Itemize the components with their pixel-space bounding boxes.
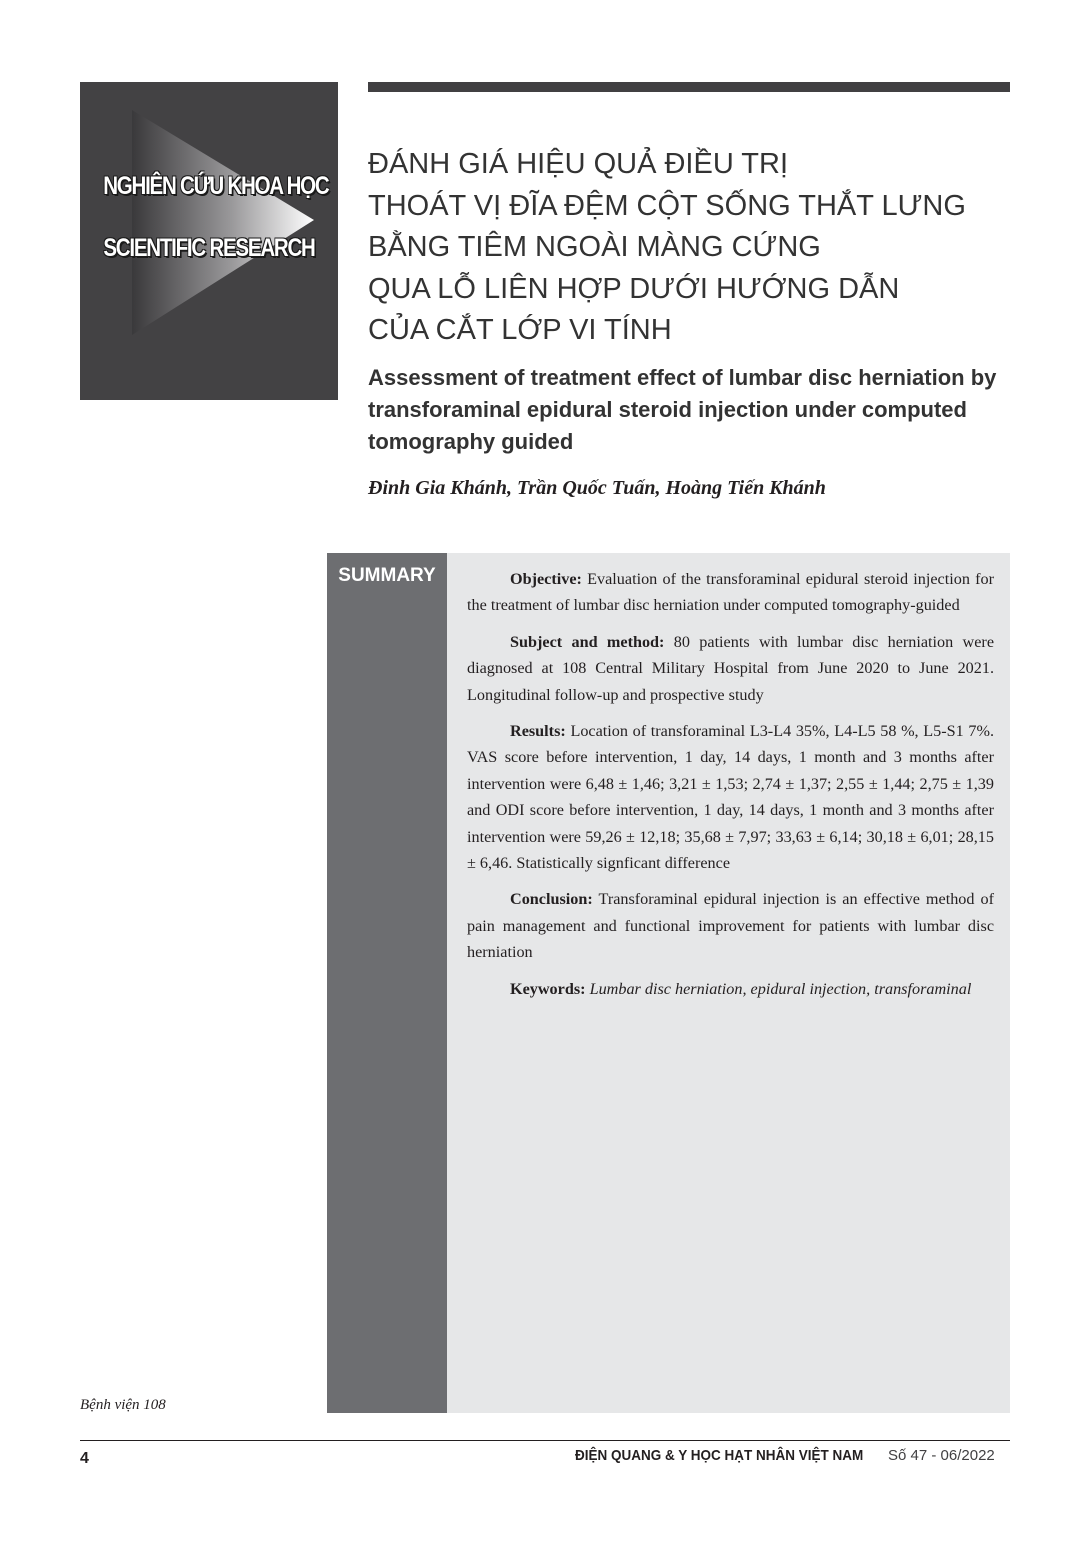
summary-results	[467, 718, 994, 876]
section-banner	[80, 82, 338, 400]
objective-text: Evaluation of the transforaminal epidural steroid injection for the treatment of lumbar disc herniation under computed tomography-guided	[467, 570, 995, 615]
summary-content	[467, 566, 994, 1012]
footer-rule	[80, 1440, 1010, 1441]
header-rule	[368, 82, 1010, 92]
summary-sidebar	[327, 553, 447, 1413]
issue-label: Số 47 - 06/2022	[888, 1447, 995, 1464]
page-number: 4	[80, 1450, 89, 1467]
summary-heading: SUMMARY	[338, 565, 436, 586]
keywords-text: Lumbar disc herniation, epidural injection, transforaminal	[589, 979, 972, 998]
summary-conclusion	[467, 886, 994, 965]
title-vi-line: THOÁT VỊ ĐĨA ĐỆM CỘT SỐNG THẮT LƯNG	[368, 189, 966, 222]
article-title-en: Assessment of treatment effect of lumbar disc herniation by transforaminal epidural steroid injection under computed tomography guided	[368, 365, 997, 454]
banner-title-vi: NGHIÊN CỨU KHOA HỌC	[103, 172, 329, 200]
summary-method	[467, 629, 994, 708]
article-title-vi	[368, 144, 1048, 352]
objective-label: Objective:	[510, 570, 582, 588]
banner-title-en: SCIENTIFIC RESEARCH	[103, 234, 315, 262]
results-label: Results:	[510, 722, 566, 741]
author-list: Đinh Gia Khánh, Trần Quốc Tuấn, Hoàng Tiến Khánh	[368, 477, 826, 499]
journal-name: ĐIỆN QUANG & Y HỌC HẠT NHÂN VIỆT NAM	[574, 1447, 863, 1464]
title-vi-line: CỦA CẮT LỚP VI TÍNH	[368, 314, 672, 346]
method-label: Subject and method:	[510, 632, 665, 651]
results-text: Location of transforaminal L3-L4 35%, L4-L5 58 %, L5-S1 7%. VAS score before intervention, 1 day, 14 days, 1 month and 3 months after intervention were 6,48 ± 1,46; 3,21 ± 1,53; 2,74 ± 1,37; 2,55 ± 1,44; 2,75 ± 1,39 and ODI score before intervention, 1 day, 14 days, 1 month and 3 months after intervention were 59,26 ± 12,18; 35,68 ± 7,97; 33,63 ± 6,14; 30,18 ± 6,01; 28,15 ± 6,46. Statistically signficant difference	[467, 722, 995, 873]
keywords-label: Keywords:	[510, 979, 586, 998]
title-vi-line: ĐÁNH GIÁ HIỆU QUẢ ĐIỀU TRỊ	[368, 148, 789, 180]
title-vi-line: QUA LỖ LIÊN HỢP DƯỚI HƯỚNG DẪN	[368, 272, 900, 305]
summary-keywords	[467, 976, 994, 1002]
conclusion-label: Conclusion:	[510, 890, 593, 909]
conclusion-text: Transforaminal epidural injection is an effective method of pain management and functional improvement for patients with lumbar disc herniation	[467, 890, 994, 962]
method-text: 80 patients with lumbar disc herniation were diagnosed at 108 Central Military Hospital from June 2020 to June 2021. Longitudinal follow-up and prospective study	[467, 632, 995, 704]
title-vi-line: BẰNG TIÊM NGOÀI MÀNG CỨNG	[368, 231, 821, 263]
summary-objective	[467, 566, 994, 619]
affiliation-note: Bệnh viện 108	[80, 1397, 166, 1413]
summary-panel	[447, 553, 1010, 1413]
